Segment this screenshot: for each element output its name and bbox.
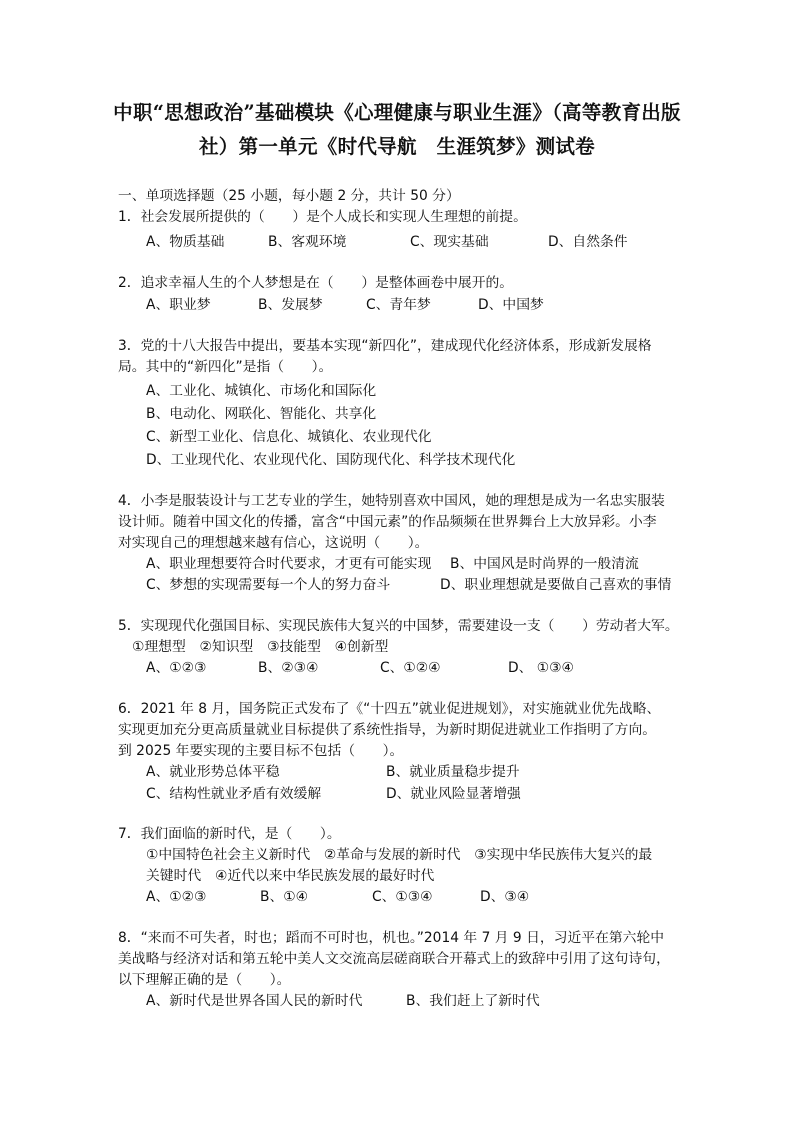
q5-stem: 5．实现现代化强国目标、实现民族伟大复兴的中国梦，需要建设一支（ ）劳动者大军。 [118,618,679,634]
q3-option-b: B、电动化、网联化、智能化、共享化 [146,406,377,422]
q1-stem: 1．社会发展所提供的（ ）是个人成长和实现人生理想的前提。 [118,209,527,225]
q1-option-c: C、现实基础 [410,234,489,250]
q4-stem-line-3: 对实现自己的理想越来越有信心，这说明（ ）。 [118,535,429,551]
q6-option-d: D、就业风险显著增强 [386,786,521,802]
q1-option-d: D、自然条件 [548,234,628,250]
q8-option-a: A、新时代是世界各国人民的新时代 [146,993,363,1009]
q5-option-d: D、 ①③④ [508,660,574,676]
q4-option-c: C、梦想的实现需要每一个人的努力奋斗 [146,577,391,593]
q1-option-a: A、物质基础 [146,234,225,250]
exam-title [100,96,694,164]
q6-stem-line-2: 实现更加充分更高质量就业目标提供了系统性指导，为新时期促进就业工作指明了方向。 [118,722,657,738]
q5-option-c: C、①②④ [380,660,441,676]
q8-stem-line-3: 以下理解正确的是（ ）。 [118,972,291,988]
q3-option-d: D、工业现代化、农业现代化、国防现代化、科学技术现代化 [146,452,516,468]
q5-items: ①理想型 ②知识型 ③技能型 ④创新型 [132,639,389,655]
q7-option-a: A、①②③ [146,889,207,905]
q7-items-line-2: 关键时代 ④近代以来中华民族发展的最好时代 [146,868,435,884]
q2-option-a: A、职业梦 [146,297,211,313]
q7-option-c: C、①③④ [372,889,433,905]
section-header: 一、单项选择题（25 小题，每小题 2 分，共计 50 分） [118,188,460,204]
q3-stem-line-1: 3．党的十八大报告中提出，要基本实现“新四化”，建成现代化经济体系，形成新发展格 [118,338,652,354]
q2-option-c: C、青年梦 [366,297,431,313]
q2-option-d: D、中国梦 [478,297,544,313]
q2-option-b: B、发展梦 [258,297,323,313]
q7-items-line-1: ①中国特色社会主义新时代 ②革命与发展的新时代 ③实现中华民族伟大复兴的最 [146,847,653,863]
q3-stem-line-2: 局。其中的“新四化”是指（ ）。 [118,359,333,375]
q5-option-a: A、①②③ [146,660,207,676]
q3-option-a: A、工业化、城镇化、市场化和国际化 [146,383,377,399]
q8-stem-line-1: 8．“来而不可失者，时也；蹈而不可时也，机也。”2014 年 7 月 9 日，习近平在第六轮中 [118,930,665,946]
q3-option-c: C、新型工业化、信息化、城镇化、农业现代化 [146,429,432,445]
q6-stem-line-1: 6．2021 年 8 月，国务院正式发布了《“十四五”就业促进规划》，对实施就业优先战略、 [118,701,661,717]
q6-stem-line-3: 到 2025 年要实现的主要目标不包括（ ）。 [118,743,404,759]
q7-option-d: D、③④ [480,889,530,905]
q2-stem: 2．追求幸福人生的个人梦想是在（ ）是整体画卷中展开的。 [118,275,514,291]
q4-stem-line-2: 设计师。随着中国文化的传播，富含“中国元素”的作品频频在世界舞台上大放异彩。小李 [118,514,657,530]
q5-option-b: B、②③④ [258,660,319,676]
q1-option-b: B、客观环境 [268,234,347,250]
q4-option-b: B、中国风是时尚界的一般清流 [450,556,639,572]
q6-option-c: C、结构性就业矛盾有效缓解 [146,786,322,802]
title-line-2: 社）第一单元《时代导航 生涯筑梦》测试卷 [198,135,595,158]
q4-option-d: D、职业理想就是要做自己喜欢的事情 [440,577,672,593]
q7-option-b: B、①④ [260,889,308,905]
q8-option-b: B、我们赶上了新时代 [406,993,540,1009]
q6-option-b: B、就业质量稳步提升 [386,764,520,780]
title-line-1: 中职“思想政治”基础模块《心理健康与职业生涯》（高等教育出版 [113,101,681,124]
q7-stem: 7．我们面临的新时代，是（ ）。 [118,826,341,842]
q4-option-a: A、职业理想要符合时代要求，才更有可能实现 [146,556,432,572]
q4-stem-line-1: 4．小李是服装设计与工艺专业的学生，她特别喜欢中国风，她的理想是成为一名忠实服装 [118,493,665,509]
q6-option-a: A、就业形势总体平稳 [146,764,280,780]
q8-stem-line-2: 美战略与经济对话和第五轮中美人文交流高层磋商联合开幕式上的致辞中引用了这句诗句， [118,951,670,967]
